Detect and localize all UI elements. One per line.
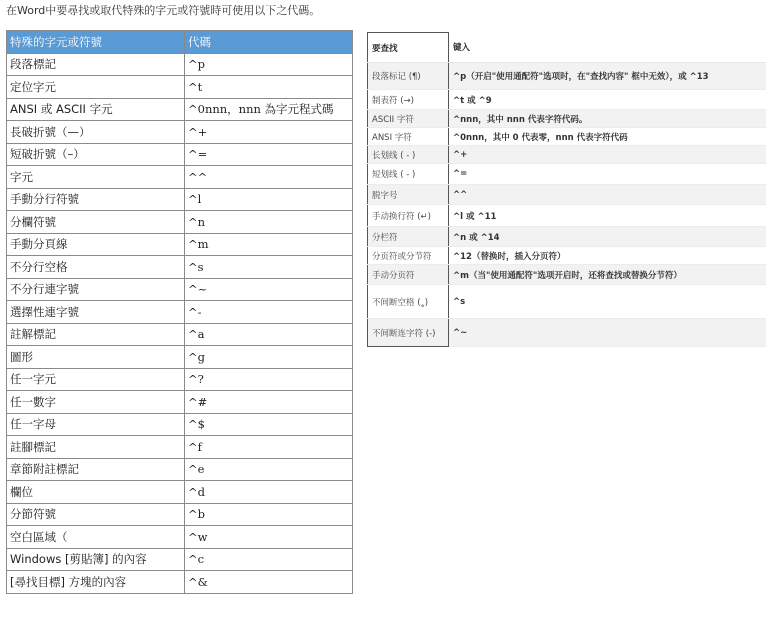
find-cell: 分页符或分节符 (368, 247, 449, 265)
special-char-cell: 選擇性連字號 (7, 301, 185, 324)
table-row (368, 205, 766, 227)
table-row (368, 110, 766, 128)
code-cell: ^c (185, 548, 353, 571)
special-char-cell: 空白區域（ (7, 526, 185, 549)
type-cell: ^12（替换时，插入分页符） (449, 247, 766, 265)
type-cell: ^~ (449, 319, 766, 347)
code-cell: ^w (185, 526, 353, 549)
table-row (7, 256, 353, 279)
intro-text: 在Word中要尋找或取代特殊的字元或符號時可使用以下之代碼。 (6, 4, 321, 17)
type-cell: ^^ (449, 185, 766, 205)
table-row (7, 481, 353, 504)
find-cell: 手动换行符 (↵) (368, 205, 449, 227)
table-row (368, 90, 766, 110)
code-cell: ^s (185, 256, 353, 279)
table-row (7, 503, 353, 526)
special-char-cell: 長破折號（—） (7, 121, 185, 144)
special-char-cell: 不分行空格 (7, 256, 185, 279)
table-row (7, 143, 353, 166)
table-row (7, 278, 353, 301)
type-cell: ^s (449, 285, 766, 319)
code-cell: ^f (185, 436, 353, 459)
special-char-cell: Windows [剪貼簿] 的內容 (7, 548, 185, 571)
code-cell: ^# (185, 391, 353, 414)
table-row (368, 164, 766, 185)
code-cell: ^m (185, 233, 353, 256)
table-row (368, 185, 766, 205)
table-row (7, 76, 353, 99)
table-row (7, 571, 353, 594)
special-char-cell: 任一字母 (7, 413, 185, 436)
code-cell: ^g (185, 346, 353, 369)
special-char-cell: 註解標記 (7, 323, 185, 346)
table-row (7, 188, 353, 211)
header-special-char: 特殊的字元或符號 (7, 31, 185, 54)
find-cell: 不间断空格 (˳) (368, 285, 449, 319)
table-row (7, 233, 353, 256)
special-char-cell: 章節附註標記 (7, 458, 185, 481)
table-header-row (368, 33, 766, 63)
table-row (7, 98, 353, 121)
table-row (368, 247, 766, 265)
type-cell: ^p（开启"使用通配符"选项时，在"查找内容" 框中无效），或 ^13 (449, 63, 766, 90)
type-cell: ^t 或 ^9 (449, 90, 766, 110)
type-cell: ^nnn，其中 nnn 代表字符代码。 (449, 110, 766, 128)
table-row (7, 458, 353, 481)
code-cell: ^^ (185, 166, 353, 189)
special-char-cell: 註腳標記 (7, 436, 185, 459)
code-cell: ^n (185, 211, 353, 234)
special-char-cell: 不分行連字號 (7, 278, 185, 301)
table-row (7, 436, 353, 459)
find-cell: 脱字号 (368, 185, 449, 205)
special-char-cell: 定位字元 (7, 76, 185, 99)
special-char-cell: 任一數字 (7, 391, 185, 414)
special-char-cell: 短破折號（–） (7, 143, 185, 166)
table-row (368, 128, 766, 146)
table-row (7, 53, 353, 76)
special-char-cell: 段落標記 (7, 53, 185, 76)
find-cell: ASCII 字符 (368, 110, 449, 128)
table-row (368, 146, 766, 164)
table-row (7, 346, 353, 369)
code-cell: ^+ (185, 121, 353, 144)
code-cell: ^0nnn，nnn 為字元程式碼 (185, 98, 353, 121)
table-row (7, 391, 353, 414)
table-row (368, 319, 766, 347)
find-cell: 手动分页符 (368, 265, 449, 285)
table-row (368, 63, 766, 90)
code-cell: ^a (185, 323, 353, 346)
special-char-cell: 手動分頁線 (7, 233, 185, 256)
table-row (7, 548, 353, 571)
table-row (7, 323, 353, 346)
table-row (7, 413, 353, 436)
header-find: 要查找 (368, 33, 449, 63)
code-cell: ^- (185, 301, 353, 324)
special-char-cell: 圖形 (7, 346, 185, 369)
find-cell: 短划线 ( - ) (368, 164, 449, 185)
table-row (7, 526, 353, 549)
table-row (368, 227, 766, 247)
code-cell: ^= (185, 143, 353, 166)
find-cell: 段落标记 (¶) (368, 63, 449, 90)
code-cell: ^$ (185, 413, 353, 436)
table-row (7, 121, 353, 144)
header-code: 代碼 (185, 31, 353, 54)
type-cell: ^l 或 ^11 (449, 205, 766, 227)
find-cell: 制表符 (→) (368, 90, 449, 110)
special-char-cell: 任一字元 (7, 368, 185, 391)
table-row (7, 211, 353, 234)
code-cell: ^t (185, 76, 353, 99)
type-cell: ^0nnn，其中 0 代表零，nnn 代表字符代码 (449, 128, 766, 146)
type-cell: ^n 或 ^14 (449, 227, 766, 247)
code-cell: ^e (185, 458, 353, 481)
find-cell: 不间断连字符 (-) (368, 319, 449, 347)
special-char-cell: 欄位 (7, 481, 185, 504)
table-row (368, 265, 766, 285)
header-type: 键入 (449, 33, 766, 63)
find-cell: 长划线 ( - ) (368, 146, 449, 164)
table-row (7, 368, 353, 391)
special-char-cell: ANSI 或 ASCII 字元 (7, 98, 185, 121)
special-codes-table-traditional (6, 30, 353, 594)
code-cell: ^~ (185, 278, 353, 301)
type-cell: ^+ (449, 146, 766, 164)
special-char-cell: [尋找目標] 方塊的內容 (7, 571, 185, 594)
code-cell: ^& (185, 571, 353, 594)
code-cell: ^d (185, 481, 353, 504)
code-cell: ^? (185, 368, 353, 391)
table-row (7, 301, 353, 324)
table-row (7, 166, 353, 189)
special-char-cell: 手動分行符號 (7, 188, 185, 211)
code-cell: ^b (185, 503, 353, 526)
find-cell: 分栏符 (368, 227, 449, 247)
special-char-cell: 分節符號 (7, 503, 185, 526)
find-cell: ANSI 字符 (368, 128, 449, 146)
special-codes-table-simplified (367, 32, 766, 347)
code-cell: ^p (185, 53, 353, 76)
code-cell: ^l (185, 188, 353, 211)
special-char-cell: 字元 (7, 166, 185, 189)
type-cell: ^= (449, 164, 766, 185)
table-row (368, 285, 766, 319)
table-header-row (7, 31, 353, 54)
type-cell: ^m（当"使用通配符"选项开启时，还将查找或替换分节符） (449, 265, 766, 285)
special-char-cell: 分欄符號 (7, 211, 185, 234)
